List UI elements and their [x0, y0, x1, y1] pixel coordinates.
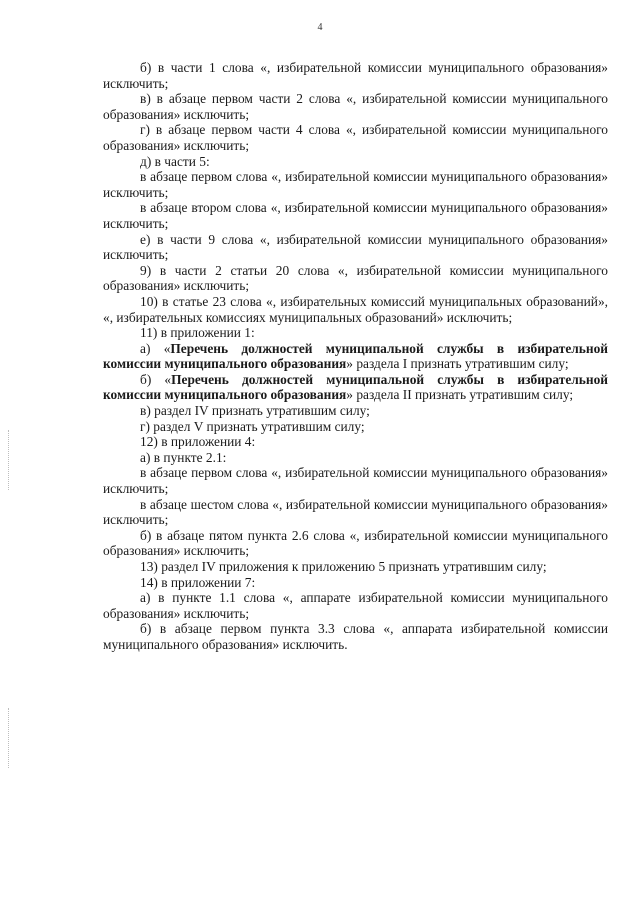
- paragraph: [103, 122, 608, 153]
- text-run: е) в части 9 слова «, избирательной комиссии муниципального образования» исключить;: [103, 231, 608, 263]
- text-run: в) в абзаце первом части 2 слова «, избирательной комиссии муниципального образования» исключить;: [103, 91, 608, 122]
- paragraph: [103, 575, 608, 591]
- text-run: а) в пункте 2.1:: [140, 449, 227, 465]
- paragraph: [103, 200, 608, 231]
- paragraph: [103, 232, 608, 263]
- page-number: 4: [317, 22, 323, 33]
- margin-dots-bottom: [8, 708, 11, 768]
- paragraph: [103, 169, 608, 200]
- text-run: 10) в статье 23 слова «, избирательных комиссий муниципальных образований», «, избирательных комиссиях муниципальных образований» исключить;: [103, 293, 608, 325]
- paragraph: [103, 60, 608, 91]
- text-run: » раздела I признать утратившим силу;: [346, 356, 569, 372]
- document-body: [103, 60, 608, 653]
- text-run: а) «: [140, 340, 171, 356]
- text-run: в абзаце первом слова «, избирательной комиссии муниципального образования» исключить;: [103, 465, 608, 497]
- bold-text: Перечень должностей муниципальной службы в избирательной комиссии муниципального образования: [103, 340, 608, 372]
- text-run: в абзаце первом слова «, избирательной комиссии муниципального образования» исключить;: [103, 169, 608, 200]
- paragraph: [103, 497, 608, 528]
- paragraph: [103, 528, 608, 559]
- paragraph: [103, 154, 608, 170]
- paragraph: [103, 263, 608, 294]
- paragraph: [103, 450, 608, 466]
- text-run: 14) в приложении 7:: [140, 574, 256, 590]
- text-run: » раздела II признать утратившим силу;: [346, 387, 574, 403]
- paragraph: [103, 465, 608, 496]
- text-run: в абзаце шестом слова «, избирательной комиссии муниципального образования» исключить;: [103, 496, 608, 528]
- text-run: б) в абзаце первом пункта 3.3 слова «, аппарата избирательной комиссии муниципального образования» исключить.: [103, 621, 608, 652]
- text-run: б) «: [140, 371, 172, 387]
- text-run: г) в абзаце первом части 4 слова «, избирательной комиссии муниципального образования» исключить;: [103, 122, 608, 153]
- text-run: 11) в приложении 1:: [140, 325, 255, 341]
- text-run: б) в части 1 слова «, избирательной комиссии муниципального образования» исключить;: [103, 60, 608, 91]
- paragraph: [103, 590, 608, 621]
- margin-dots-top: [8, 430, 11, 490]
- paragraph: [103, 294, 608, 325]
- text-run: в) раздел IV признать утратившим силу;: [140, 403, 370, 419]
- bold-text: Перечень должностей муниципальной службы в избирательной комиссии муниципального образования: [103, 371, 608, 403]
- text-run: 13) раздел IV приложения к приложению 5 признать утратившим силу;: [140, 559, 547, 574]
- text-run: в абзаце втором слова «, избирательной комиссии муниципального образования» исключить;: [103, 200, 608, 231]
- paragraph: [103, 372, 608, 403]
- paragraph: [103, 325, 608, 341]
- paragraph: [103, 419, 608, 435]
- text-run: б) в абзаце пятом пункта 2.6 слова «, избирательной комиссии муниципального образования» исключить;: [103, 527, 608, 559]
- paragraph: [103, 403, 608, 419]
- paragraph: [103, 621, 608, 652]
- text-run: 9) в части 2 статьи 20 слова «, избирательной комиссии муниципального образования» исключить;: [103, 262, 608, 294]
- paragraph: [103, 91, 608, 122]
- text-run: а) в пункте 1.1 слова «, аппарате избирательной комиссии муниципального образования» исключить;: [103, 590, 608, 621]
- paragraph: [103, 341, 608, 372]
- text-run: г) раздел V признать утратившим силу;: [140, 418, 365, 434]
- text-run: д) в части 5:: [140, 153, 210, 169]
- paragraph: [103, 434, 608, 450]
- text-run: 12) в приложении 4:: [140, 434, 256, 450]
- paragraph: [103, 559, 608, 575]
